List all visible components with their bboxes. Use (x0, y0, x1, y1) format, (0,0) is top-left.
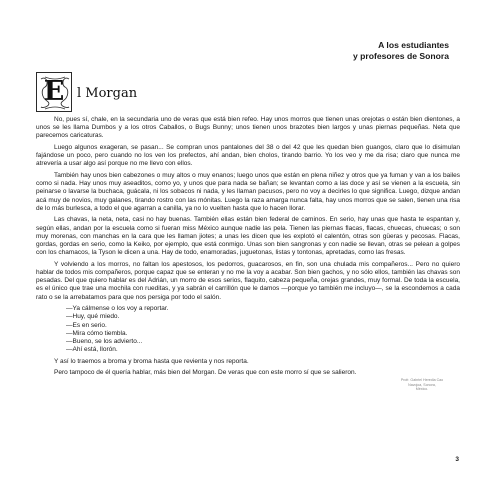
dialogue-line: —Bueno, se los advierto... (66, 338, 143, 346)
dialogue-line: —Es en serio. (66, 321, 107, 329)
caption-line: Navojoa, Sonora, (408, 382, 436, 387)
dialogue-line: —Ya cálmense o los voy a reportar. (66, 305, 169, 313)
paragraph: Y así lo traemos a broma y broma hasta que revienta y nos reporta. (54, 357, 249, 365)
dialogue-block (36, 305, 460, 354)
dialogue-line: —Huy, qué miedo. (66, 313, 120, 321)
chapter-title (36, 72, 176, 112)
header-line-2: y profesores de Sonora (353, 51, 449, 61)
paragraph: Luego algunos exageran, se pasan... Se compran unos pantalones del 38 o del 42 que les quedan bien guangos, claro que lo disimulan fajándose un poco, pero cuando no los ven los prefectos, ahí andan, bien cholos, tirando barrio. Yo los veo y me da risa; claro que nunca me atrevería a usar algo así porque no me llevo con ellos. (36, 144, 460, 168)
header-line-1: A los estudiantes (378, 40, 449, 50)
story-body (36, 116, 460, 381)
page-number: 3 (455, 456, 459, 463)
author-caption (393, 378, 451, 392)
page-header (353, 40, 449, 62)
chapter-title-rest: l Morgan (77, 86, 138, 101)
caption-line: México. (415, 387, 429, 392)
caption-line: Profr. Gabriel Heredia Cao (400, 378, 444, 382)
ornamental-drop-cap (36, 72, 72, 112)
drop-cap-letter: E (43, 76, 65, 107)
paragraph: Y volviendo a los morros, no faltan los apestosos, los pedorros, guacarosos, en fin, son una chulada mis compañeros... Pero no quiero hablar de todos mis compañeros, porque capaz que se enteran y no me la voy a acabar. Son bien gachos, y no sólo ellos, también las chavas son pesadas. Del que quiero hablar es del Adrián, un morro de esos serios, flaquito, cabeza pequeña, orejas grandes, muy formal. De toda la escuela, es el único que trae una mochila con rueditas, y ya sabrán el carrillón que le damos —porque yo también me incluyo—, se la escondemos a cada rato o se la arrebatamos para que nos persiga por todo el salón. (36, 260, 460, 301)
paragraph: También hay unos bien cabezones o muy altos o muy enanos; luego unos que están en plena niñez y otros que ya fuman y van a los bailes como si nada. Hay unos muy aseaditos, como yo, y unos que para nada se bañan; se levantan como a las doce y así se vienen a la escuela, sin peinarse o lavarse la buchaca, guácala, ni los sobacos ni nada, y les llaman pacusos, pero no voy a decirles lo que significa. Luego, dizque andan acá muy de novios, muy galanes, tirando rostro con las mónitas. Luego la raza amarga nunca falta, hay unos morros que se salen, tienen una risa de lo más burlesca, a todo el que agarran a canilla, ya no lo vuelten hasta que lo hacen llorar. (36, 172, 460, 212)
paragraph: No, pues sí, chale, en la secundaria uno de veras que está bien refeo. Hay unos morros que tienen unas orejotas o están bien dientones, a unos se les llama Dumbos y a los otros Caballos, o Bugs Bunny; unos tienen unos brazotes bien largos y unas piernas pequeñas. Neta que parecemos caricaturas. (36, 116, 460, 140)
dialogue-line: —Mira cómo tiembla. (66, 329, 128, 337)
dialogue-line: —Ahí está, llorón. (66, 346, 118, 354)
paragraph: Las chavas, la neta, neta, casi no hay buenas. También ellas están bien federal de caminos. En serio, hay unas que hasta te espantan y, según ellas, andan por la escuela como si fueran miss México aunque nadie las pela. Tienen las piernas flacas, flacas, chuecas, chuecas; o son muy morenas, con manchas en la cara que les llaman jiotes; a unas les dicen que les explotó el calentón, otras son güeras y pecosas. Flacas, gordas, gordas en serio, como la Keiko, por ejemplo, que está conmigo. Unas son bien sangronas y con nadie se llevan, otras se pelean a golpes con los chamacos, la Tyson le dicen a una. Hay de todo, enamoradas, juguetonas, listas y tontonas, apretadas, como las fresas. (36, 216, 460, 257)
paragraph: Pero tampoco de él quería hablar, más bien del Morgan. De veras que con este morro sí que se salieron. (54, 369, 357, 377)
